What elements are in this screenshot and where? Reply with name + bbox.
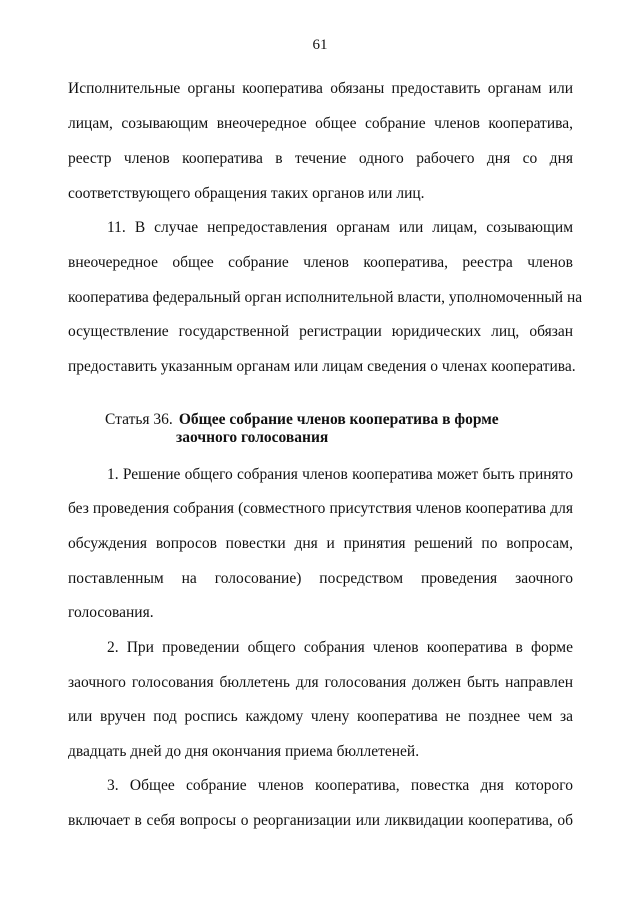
paragraph-line: включает в себя вопросы о реорганизации или ликвидации кооператива, об (68, 812, 573, 829)
paragraph-line: 11. В случае непредоставления органам или лицам, созывающим (107, 219, 573, 236)
paragraph-line: заочного голосования бюллетень для голосования должен быть направлен (68, 674, 573, 691)
paragraph-line: внеочередное общее собрание членов кооператива, реестра членов (68, 254, 573, 271)
article-title-continuation: заочного голосования (176, 429, 329, 446)
paragraph-line: соответствующего обращения таких органов или лиц. (68, 185, 425, 202)
paragraph-line: поставленным на голосование) посредством проведения заочного (68, 570, 573, 587)
article-heading (105, 411, 499, 429)
paragraph-line: голосования. (68, 604, 154, 621)
paragraph-line: кооператива федеральный орган исполнительной власти, уполномоченный на (68, 289, 583, 306)
paragraph-line: или вручен под роспись каждому члену кооператива не позднее чем за (68, 708, 573, 725)
paragraph-line: 3. Общее собрание членов кооператива, повестка дня которого (107, 777, 573, 794)
page-number: 61 (312, 37, 328, 53)
paragraph-line: реестр членов кооператива в течение одного рабочего дня со дня (68, 150, 573, 167)
paragraph-line: без проведения собрания (совместного присутствия членов кооператива для (68, 500, 573, 517)
paragraph-line: обсуждения вопросов повестки дня и принятия решений по вопросам, (68, 535, 573, 552)
paragraph-line: двадцать дней до дня окончания приема бюллетеней. (68, 743, 420, 760)
paragraph-line: 2. При проведении общего собрания членов кооператива в форме (107, 639, 573, 656)
article-label: Статья 36. (105, 411, 173, 428)
article-title: Общее собрание членов кооператива в форме (178, 411, 499, 428)
paragraph-line: предоставить указанным органам или лицам сведения о членах кооператива. (68, 358, 576, 375)
paragraph-line: лицам, созывающим внеочередное общее собрание членов кооператива, (68, 115, 573, 132)
paragraph-line: Исполнительные органы кооператива обязаны предоставить органам или (68, 80, 573, 97)
paragraph-line: осуществление государственной регистрации юридических лиц, обязан (68, 323, 573, 340)
paragraph-line: 1. Решение общего собрания членов кооператива может быть принято (107, 466, 573, 483)
